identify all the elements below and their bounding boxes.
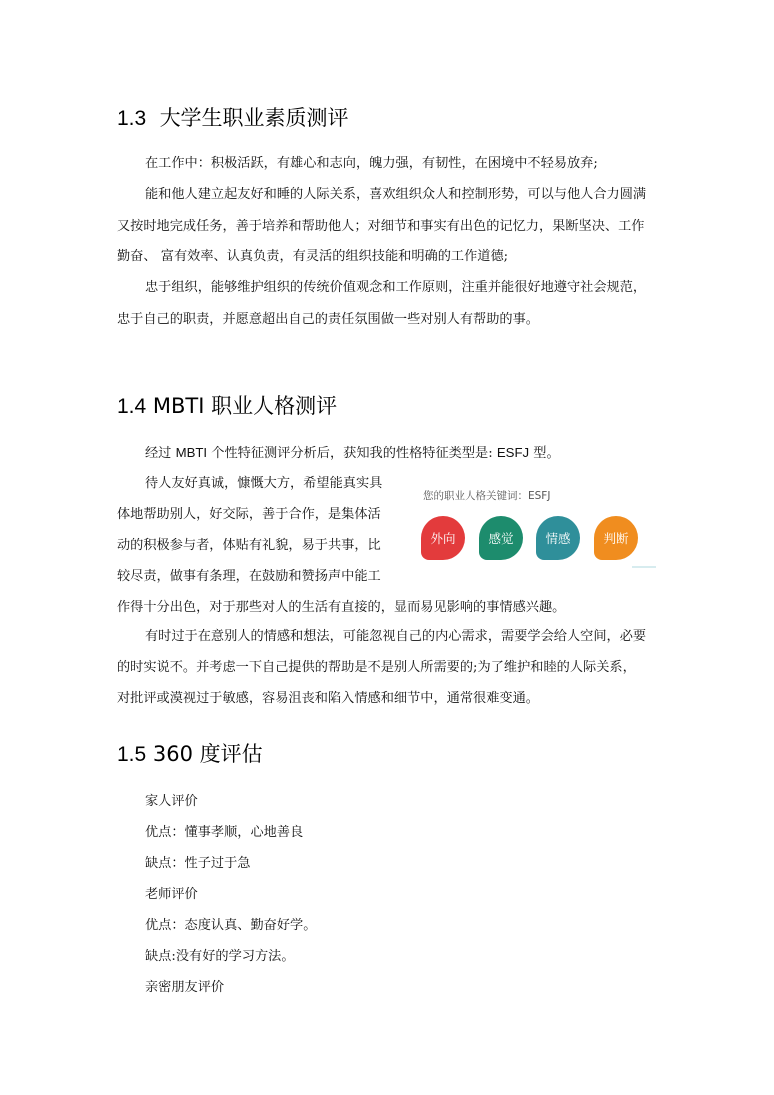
- paragraph-line: 有时过于在意别人的情感和想法，可能忽视自己的内心需求，需要学会给人空间，必要: [145, 629, 647, 644]
- paragraph-line: 忠于自己的职责，并愿意超出自己的责任氛围做一些对别人有帮助的事。: [117, 312, 539, 327]
- list-item: 家人评价: [145, 794, 198, 809]
- paragraph-line: 在工作中：积极活跃，有雄心和志向，魄力强，有韧性，在困境中不轻易放弃;: [145, 156, 598, 171]
- list-item: 优点：态度认真、勤奋好学。: [145, 918, 317, 933]
- mbti-keyword-card: [416, 483, 656, 573]
- paragraph-line: 勤奋、 富有效率、认真负责，有灵活的组织技能和明确的工作道德;: [117, 249, 509, 264]
- paragraph-line: 体地帮助别人，好交际，善于合作，是集体活: [117, 507, 381, 522]
- keyword-sensing-badge: 感觉: [479, 516, 523, 560]
- keyword-feeling-badge: 情感: [536, 516, 580, 560]
- mbti-label: MBTI: [175, 445, 208, 460]
- section-number: 1.4: [117, 395, 147, 418]
- keyword-card-title: 您的职业人格关键词：ESFJ: [423, 490, 551, 502]
- paragraph-line: 待人友好真诚，慷慨大方，希望能真实具: [145, 476, 383, 491]
- intro-text: 个性特征测评分析后，获知我的性格特征类型是:: [207, 446, 497, 461]
- list-item: 优点：懂事孝顺，心地善良: [145, 825, 304, 840]
- paragraph-line: 的时实说不。并考虑一下自己提供的帮助是不是别人所需要的;为了维护和睦的人际关系，: [117, 660, 636, 675]
- keyword-extravert-badge: 外向: [421, 516, 465, 560]
- section-number: 1.3: [117, 107, 147, 130]
- list-item: 缺点：性子过于急: [145, 856, 251, 871]
- paragraph-line: 又按时地完成任务，善于培养和帮助他人；对细节和事实有出色的记忆力，果断坚决、工作: [117, 219, 645, 234]
- mbti-intro: [145, 445, 560, 462]
- section-1-3-heading: [117, 102, 349, 132]
- section-number: 1.5: [117, 743, 147, 766]
- section-1-4-heading: [117, 390, 337, 420]
- section-title: 大学生职业素质测评: [159, 106, 349, 130]
- list-item: 老师评价: [145, 887, 198, 902]
- intro-text: 经过: [145, 446, 176, 461]
- paragraph-line: 能和他人建立起友好和睡的人际关系，喜欢组织众人和控制形势，可以与他人合力圆满: [145, 187, 647, 202]
- intro-text: 型。: [529, 446, 560, 461]
- paragraph-line: 较尽责，做事有条理，在鼓励和赞扬声中能工: [117, 569, 381, 584]
- section-1-5-heading: [117, 738, 263, 768]
- list-item: 亲密朋友评价: [145, 980, 225, 995]
- section-title: MBTI 职业人格测评: [152, 394, 338, 418]
- keyword-judging-badge: 判断: [594, 516, 638, 560]
- paragraph-line: 动的积极参与者，体贴有礼貌，易于共事，比: [117, 538, 381, 553]
- personality-type: ESFJ: [496, 445, 530, 460]
- section-title: 360 度评估: [152, 742, 263, 766]
- list-item: 缺点:没有好的学习方法。: [145, 949, 295, 964]
- paragraph-line: 对批评或漠视过于敏感，容易沮丧和陷入情感和细节中，通常很难变通。: [117, 691, 539, 706]
- paragraph-line: 忠于组织，能够维护组织的传统价值观念和工作原则，注重并能很好地遵守社会规范，: [145, 280, 647, 295]
- paragraph-line: 作得十分出色，对于那些对人的生活有直接的，显而易见影响的事情感兴趣。: [117, 600, 566, 615]
- card-divider: [632, 566, 656, 568]
